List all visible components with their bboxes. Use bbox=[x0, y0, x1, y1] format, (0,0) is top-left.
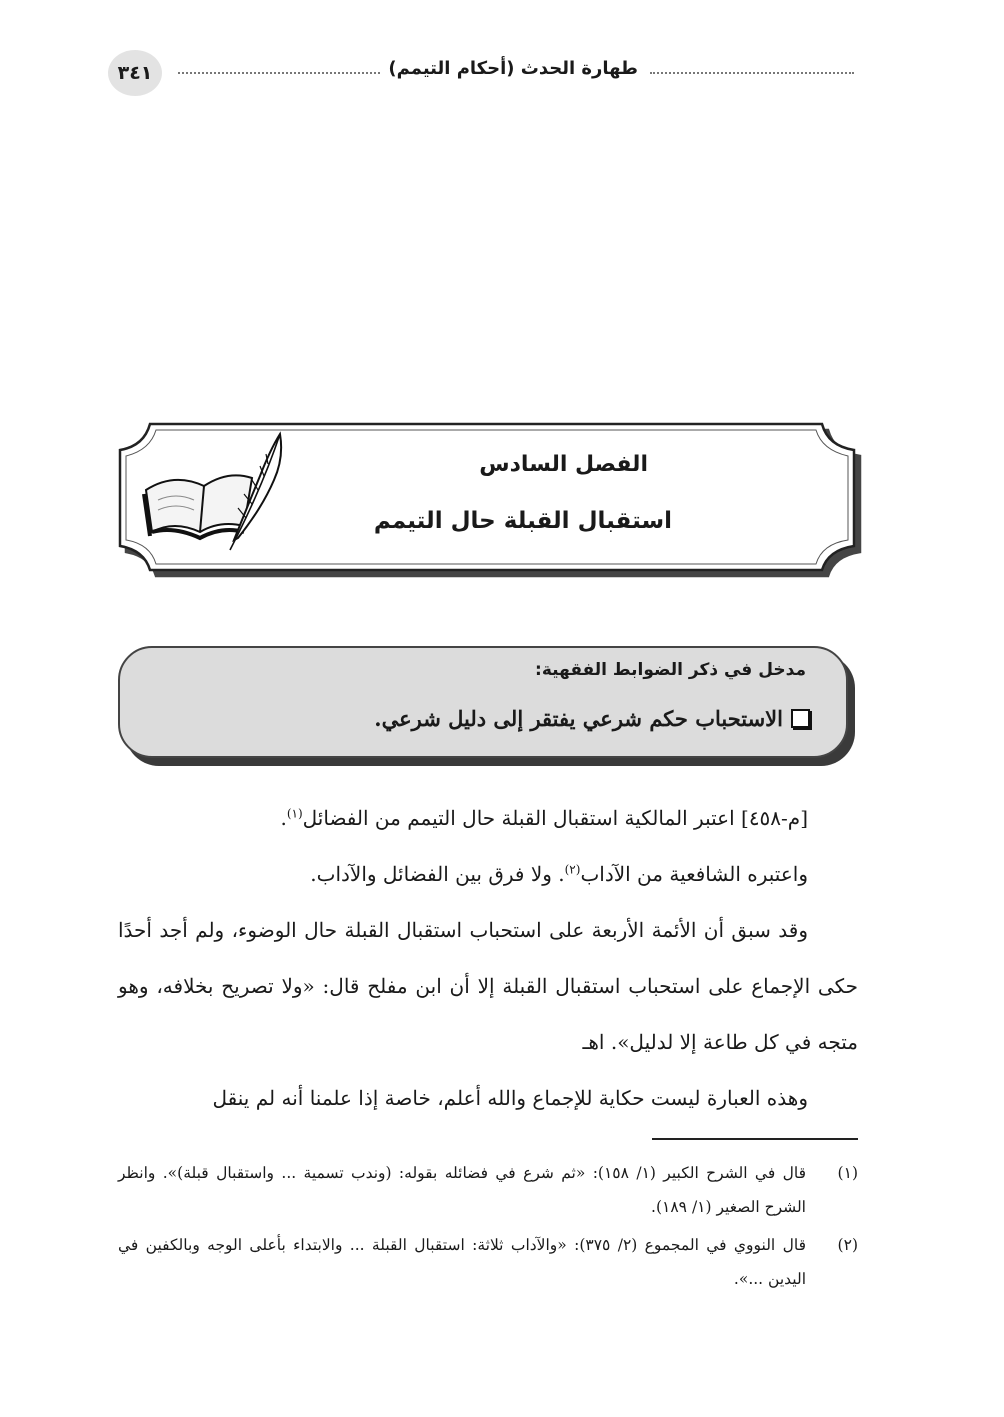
running-title: طهارة الحدث (أحكام التيمم) bbox=[388, 58, 638, 79]
running-header bbox=[108, 50, 854, 96]
paragraph-1-text: [م-٤٥٨] اعتبر المالكية استقبال القبلة حال التيمم من الفضائل bbox=[302, 806, 808, 830]
footnote-item bbox=[118, 1156, 858, 1224]
checkbox-icon bbox=[791, 709, 810, 728]
footnote-separator bbox=[652, 1138, 858, 1140]
paragraph-4: وهذه العبارة ليست حكاية للإجماع والله أعلم، خاصة إذا علمنا أنه لم ينقل bbox=[212, 1086, 808, 1110]
page-number: ٣٤١ bbox=[108, 50, 162, 96]
paragraph-2-text: واعتبره الشافعية من الآداب bbox=[580, 862, 808, 886]
paragraph-3: وقد سبق أن الأئمة الأربعة على استحباب استقبال القبلة حال الوضوء، ولم أجد أحدًا حكى الإجماع على استحباب استقبال القبلة إلا أن ابن مفلح قال: «ولا تصريح بخلافه، وهو متجه في كل طاعة إلا لدليل». اهـ bbox=[118, 918, 858, 1054]
book-and-quill-icon bbox=[134, 428, 284, 558]
body-text bbox=[118, 790, 858, 1126]
chapter-label: الفصل السادس bbox=[479, 452, 648, 477]
paragraph-1 bbox=[118, 790, 858, 846]
footnote-number: (١) bbox=[837, 1164, 858, 1182]
rule-line bbox=[374, 706, 810, 731]
footnote-ref-1[interactable]: (١) bbox=[286, 806, 303, 821]
rule-heading: مدخل في ذكر الضوابط الفقهية: bbox=[535, 660, 806, 680]
footnote-number: (٢) bbox=[837, 1236, 858, 1254]
rule-text: الاستحباب حكم شرعي يفتقر إلى دليل شرعي. bbox=[374, 706, 783, 731]
footnote-text: قال النووي في المجموع (٢/ ٣٧٥): «والآداب ثلاثة: استقبال القبلة ... والابتداء بأعلى الوجه وبالكفين في اليدين ...». bbox=[118, 1236, 806, 1288]
chapter-frame bbox=[116, 420, 862, 580]
footnote-item bbox=[118, 1228, 858, 1296]
header-dotted-leader-right bbox=[650, 72, 854, 74]
footnote-text: قال في الشرح الكبير (١/ ١٥٨): «ثم شرع في فضائله بقوله: (وندب تسمية ... واستقبال قبلة)». وانظر الشرح الصغير (١/ ١٨٩). bbox=[118, 1164, 807, 1216]
paragraph-2 bbox=[118, 846, 858, 902]
paragraph-2-end: . ولا فرق بين الفضائل والآداب. bbox=[310, 862, 565, 886]
footnotes bbox=[118, 1156, 858, 1300]
fiqh-rule-box bbox=[118, 646, 848, 758]
header-dotted-leader-left bbox=[178, 72, 380, 74]
footnote-ref-2[interactable]: (٢) bbox=[564, 862, 581, 877]
paragraph-1-end: . bbox=[280, 806, 287, 830]
chapter-title: استقبال القبلة حال التيمم bbox=[373, 508, 672, 534]
